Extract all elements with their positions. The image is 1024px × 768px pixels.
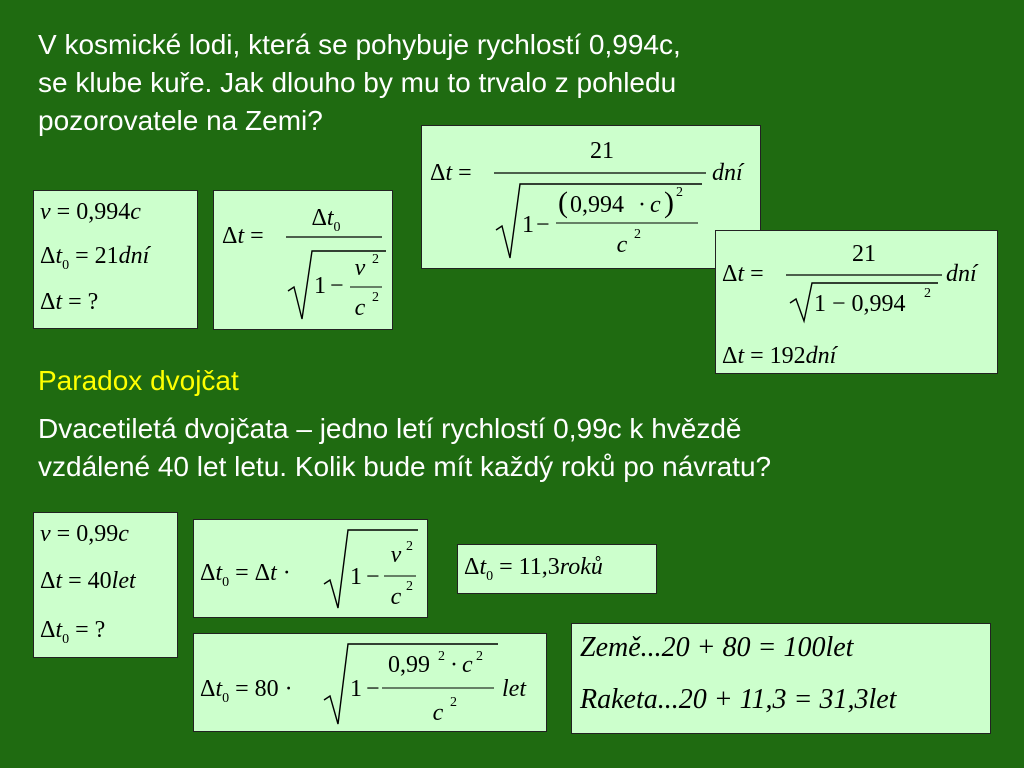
dilation-formula-box [213,190,393,330]
answers-box [571,623,991,734]
svg-text:Δt =: Δt = [430,160,472,186]
given2-velocity: v = 0,99c [40,521,129,547]
subst2-exp-c-bottom: 2 [450,695,457,710]
subst2-factor: 80 [254,676,279,702]
svg-text:(: ( [558,186,568,219]
formula2-c: c [390,584,402,610]
answer-earth: Země...20 + 80 = 100let [580,632,854,663]
svg-text:−: − [536,212,550,238]
subst1-c-top: c [650,192,661,218]
svg-text:1: 1 [522,212,534,238]
formula2-v-exp: 2 [406,539,413,554]
subst2-c-top: c [462,652,473,678]
subst1-exp-top: 2 [676,185,683,200]
subst2-speed: 0,99 [388,652,430,678]
substitution-formula-2 [194,634,546,731]
formula2-v: v [390,542,402,568]
given1-velocity: v = 0,994c [40,199,141,225]
problem2-line-1: Dvacetiletá dvojčata – jedno letí rychlostí 0,99c k hvězdě [38,413,742,444]
problem1-text [38,26,681,140]
result1-unit: dní [946,261,977,287]
result-box-2 [457,544,657,594]
given2-velocity-value: 0,99 [76,521,119,547]
given1-unknown: Δt = ? [40,289,99,315]
result1-radicand: 1 − 0,994 [814,291,906,317]
substitution-box-1 [421,125,761,269]
subst1-exp-bottom: 2 [634,227,641,242]
dilation-formula [214,191,392,329]
given1-proper-time-unit: dní [118,243,150,269]
given2-unknown: $\Delta t_0$ = ? [40,617,106,647]
svg-text:·: · [450,652,458,678]
given2-time: Δt = 40let [40,568,136,594]
svg-text:·: · [638,192,646,218]
formula2-c-exp: 2 [406,579,413,594]
problem2-text [38,362,771,486]
formula1-c-exp: 2 [372,290,379,305]
given1-proper-time: $\Delta t_0$ = 21dní [40,243,150,273]
problem1-line-1: V kosmické lodi, která se pohybuje rychlostí 0,994c, [38,29,681,60]
problem1-line-2: se klube kuře. Jak dlouho by mu to trvalo z pohledu [38,67,677,98]
proper-time-formula [194,520,427,617]
given1-proper-time-value: 21 [94,243,119,269]
svg-text:Δt0: $\Delta t_0$ [311,205,341,235]
result2-formula: $\Delta t_0$ = 11,3roků [464,554,603,584]
result1-value-unit: dní [805,343,837,369]
problem2-line-2: vzdálené 40 let letu. Kolik bude mít každý roků po návratu? [38,451,772,482]
result1-value: 192 [769,343,806,369]
svg-text:Δt0 = Δt ·: $\Delta t_0 = \Delta t$ · [200,560,291,590]
svg-text:Δt = 192dní: Δt = 192dní [722,343,839,369]
formula1-v-exp: 2 [372,252,379,267]
result1-numerator: 21 [852,241,876,267]
subst2-exp-c-top: 2 [476,649,483,664]
formula1-subscript: 0 [333,220,341,235]
subst2-exp-speed: 2 [438,649,445,664]
subst1-c-bottom: c [616,232,628,258]
result-formula-1 [716,231,997,373]
given1-velocity-value: 0,994 [76,199,131,225]
problem1-line-3: pozorovatele na Zemi? [38,105,323,136]
substitution-box-2 [193,633,547,732]
result1-exp: 2 [924,286,931,301]
svg-text:1: 1 [350,676,362,702]
svg-text:1: 1 [350,564,362,590]
result2-unit: roků [559,554,603,580]
result2-value: 11,3 [518,554,560,580]
svg-text:−: − [366,564,380,590]
subst1-numerator: 21 [590,138,614,164]
given-values-box-1 [33,190,198,329]
svg-text:): ) [664,186,674,219]
formula1-numerator: t [326,205,334,231]
formula1-one: 1 [314,273,326,299]
subst2-c-bottom: c [432,700,444,726]
given-values-box-2 [33,512,178,658]
svg-text:−: − [366,676,380,702]
subst1-unit: dní [712,160,743,186]
formula1-v: v [354,255,366,281]
given2-time-value: 40 [87,568,112,594]
given1-unknown-value: ? [87,289,99,315]
subst2-unit: let [502,676,526,702]
problem2-heading: Paradox dvojčat [38,365,239,396]
proper-time-formula-box [193,519,428,618]
subst1-speed: 0,994 [570,192,624,218]
formula1-c: c [354,295,366,321]
svg-text:Δt =: Δt = [222,223,264,249]
svg-text:−: − [330,273,344,299]
result-box-1 [715,230,998,374]
substitution-formula-1 [422,126,760,268]
svg-text:Δt =: Δt = [722,261,764,287]
svg-text:Δt0 = 80 ·: $\Delta t_0 = 80$ · [200,676,293,706]
given2-time-unit: let [111,568,136,594]
given2-unknown-value: ? [94,617,106,643]
answer-rocket: Raketa...20 + 11,3 = 31,3let [580,684,897,715]
